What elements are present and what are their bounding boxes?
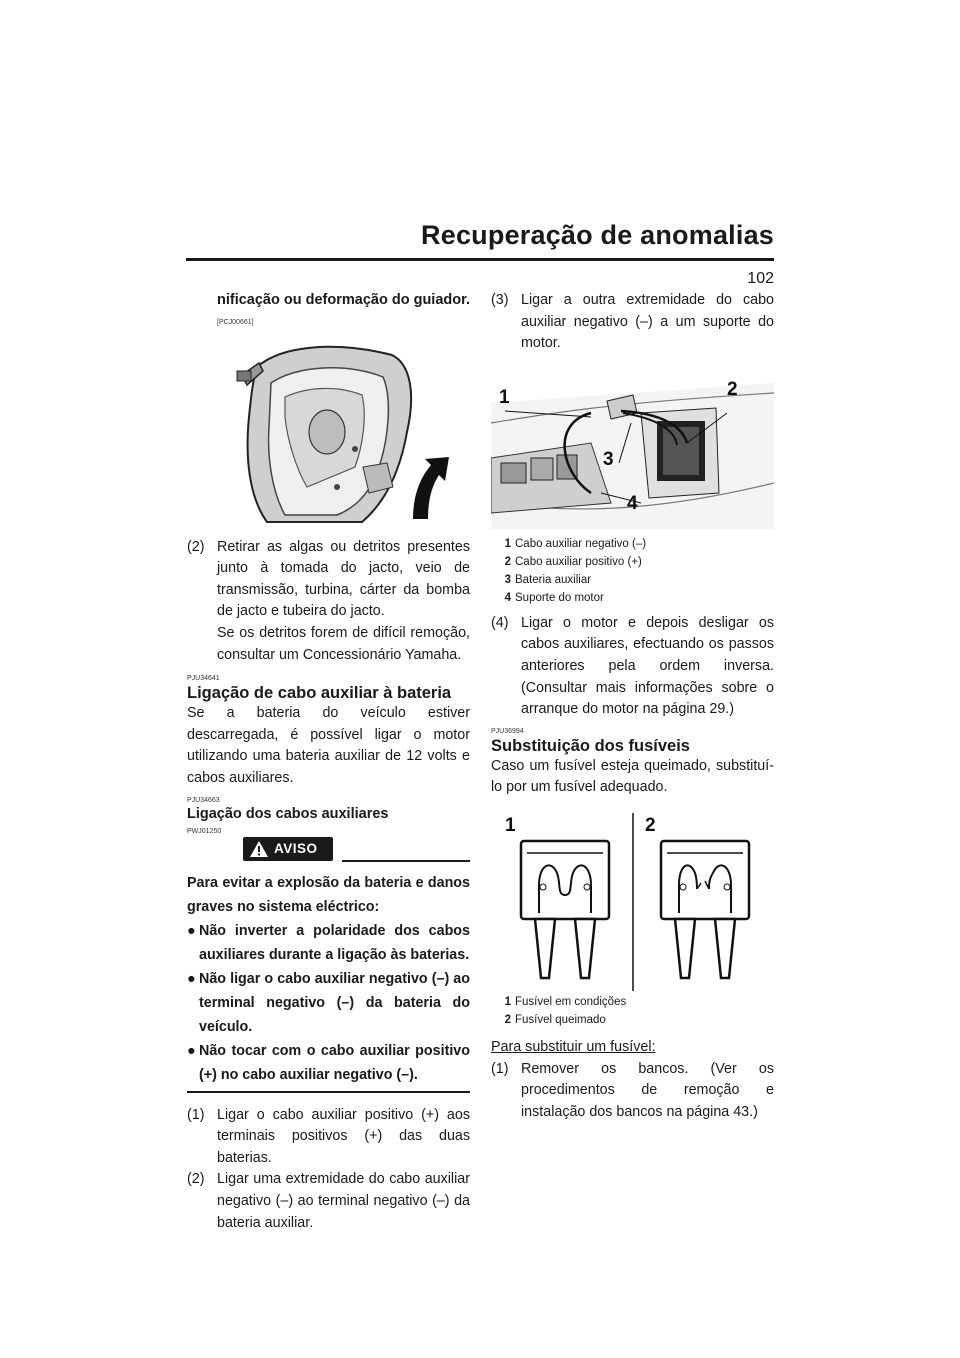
caption-number: 1 <box>504 995 511 1008</box>
caption-item <box>501 553 774 571</box>
figure-1-caption <box>491 535 774 607</box>
handlebar-illustration <box>187 337 470 527</box>
jet-ski-underside-illustration <box>187 337 470 527</box>
step-extra-text: Se os detritos forem de difícil remoção, consultar um Concessionário Yamaha. <box>217 624 470 663</box>
subsection-code: PJU34663 <box>187 796 220 804</box>
caption-text: Cabo auxiliar negativo (–) <box>515 537 647 550</box>
caption-text: Suporte do motor <box>515 591 604 604</box>
section-intro: Se a bateria do veículo estiver descarregada, é possível ligar o motor utilizando uma bateria auxiliar de 12 volts e cabos auxiliares. <box>187 705 470 786</box>
bullet-glyph: ● <box>187 1042 196 1059</box>
caption-number: 1 <box>504 537 511 550</box>
warning-bullet <box>187 967 470 1039</box>
warning-label: AVISO <box>274 840 318 856</box>
warning-top-rule <box>342 860 470 862</box>
caption-item <box>501 589 774 607</box>
bullet-text: Não inverter a polaridade dos cabos auxiliares durante a ligação às baterias. <box>199 922 470 963</box>
step-number: (4) <box>491 614 509 631</box>
caption-number: 2 <box>504 1013 511 1026</box>
list-item <box>187 1169 470 1234</box>
procedure-step <box>491 1059 774 1124</box>
warning-intro: Para evitar a explosão da bateria e danos graves no sistema eléctrico: <box>187 874 470 915</box>
figure-2-caption <box>491 993 774 1029</box>
section-intro: Caso um fusível esteja queimado, substituí-lo por um fusível adequado. <box>491 757 774 796</box>
step-text: Ligar o motor e depois desligar os cabos auxiliares, efectuando os passos anteriores pela ordem inversa. (Consultar mais informações sobre o arranque do motor na página 29.) <box>521 614 774 718</box>
page-number: 102 <box>747 270 774 287</box>
caption-text: Bateria auxiliar <box>515 573 592 586</box>
bullet-text: Não ligar o cabo auxiliar negativo (–) ao terminal negativo (–) da bateria do veículo. <box>199 970 470 1035</box>
figure-label: 2 <box>645 814 656 836</box>
good-fuse-icon <box>521 841 609 978</box>
left-column <box>187 290 470 1234</box>
caption-text: Cabo auxiliar positivo (+) <box>515 555 642 568</box>
caption-item <box>501 535 774 553</box>
fuse-figure <box>491 813 774 991</box>
step-2-block <box>187 537 470 667</box>
figure-label: 3 <box>603 448 614 470</box>
bullet-glyph: ● <box>187 922 196 939</box>
step-3-block <box>491 290 774 355</box>
bullet-text: Não tocar com o cabo auxiliar positivo (+) no cabo auxiliar negativo (–). <box>199 1042 470 1083</box>
warning-header <box>187 837 470 863</box>
figure-label: 1 <box>505 814 516 836</box>
caption-number: 4 <box>504 591 511 604</box>
step-text: Ligar a outra extremidade do cabo auxiliar negativo (–) a um suporte do motor. <box>521 292 774 352</box>
figure-label: 2 <box>727 378 738 400</box>
figure-label: 4 <box>627 492 638 514</box>
caption-number: 2 <box>504 555 511 568</box>
warning-bullet <box>187 1039 470 1087</box>
warning-triangle-icon <box>249 840 269 858</box>
right-column <box>491 290 774 1123</box>
bullet-glyph: ● <box>187 970 196 987</box>
warning-badge <box>243 837 333 861</box>
step-number: (2) <box>187 1171 205 1188</box>
step-text: Ligar o cabo auxiliar positivo (+) aos terminais positivos (+) das duas baterias. <box>217 1106 470 1166</box>
list-item <box>187 1105 470 1170</box>
blown-fuse-icon <box>661 841 749 978</box>
caution-code: [PCJ00661] <box>217 318 254 326</box>
fuse-illustration <box>491 813 774 991</box>
subsection-title: Ligação dos cabos auxiliares <box>187 805 389 822</box>
warning-continuation: nificação ou deformação do guiador. <box>217 292 470 308</box>
figure-label: 1 <box>499 386 510 408</box>
section-code: PJU34641 <box>187 675 220 683</box>
warning-box <box>187 871 470 1093</box>
warning-code: PWJ01250 <box>187 827 222 835</box>
warning-bottom-rule <box>187 1091 470 1093</box>
caption-item <box>501 1011 774 1029</box>
caption-number: 3 <box>504 573 511 586</box>
caption-text: Fusível em condições <box>515 995 627 1008</box>
jumper-cable-figure <box>491 363 774 529</box>
section-code: PJU36994 <box>491 727 524 735</box>
steps-list <box>187 1105 470 1235</box>
caption-item <box>501 571 774 589</box>
step-text: Ligar uma extremidade do cabo auxiliar negativo (–) ao terminal negativo (–) da bateria auxiliar. <box>217 1171 470 1231</box>
section-title-fuses: Substituição dos fusíveis <box>491 736 690 755</box>
step-text: Remover os bancos. (Ver os procedimentos de remoção e instalação dos bancos na página 43.) <box>521 1060 774 1120</box>
step-4-block <box>491 613 774 721</box>
caption-item <box>501 993 774 1011</box>
step-number: (3) <box>491 292 509 308</box>
warning-bullet <box>187 919 470 967</box>
procedure-title: Para substituir um fusível: <box>491 1038 656 1055</box>
caption-text: Fusível queimado <box>515 1013 606 1026</box>
step-number: (2) <box>187 538 205 555</box>
header-rule <box>186 258 774 261</box>
section-title-jumper: Ligação de cabo auxiliar à bateria <box>187 684 452 703</box>
page-title: Recuperação de anomalias <box>421 220 774 250</box>
step-number: (1) <box>187 1106 205 1123</box>
step-number: (1) <box>491 1060 509 1077</box>
step-text: Retirar as algas ou detritos presentes junto à tomada do jacto, veio de transmissão, turbina, cárter da bomba de jacto e tubeira do jacto. <box>217 538 470 620</box>
